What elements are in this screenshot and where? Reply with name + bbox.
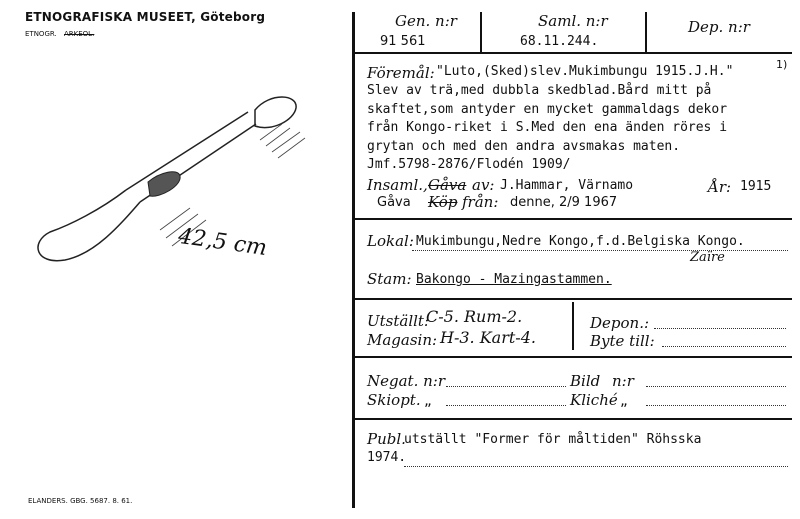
- stam-rule: [352, 298, 792, 300]
- arkeol-label: ARKEOL.: [64, 30, 95, 38]
- gen-label: Gen. n:r: [395, 12, 457, 30]
- insaml-label: Insaml.,: [367, 176, 428, 194]
- negat-dotline: [446, 386, 566, 387]
- kliche-ditto: „: [620, 391, 628, 409]
- utstallt-value: C-5. Rum-2.: [426, 307, 523, 326]
- saml-value: 68.11.244.: [520, 34, 599, 49]
- publ-label: Publ.: [367, 430, 406, 448]
- bild-dotline: [646, 386, 786, 387]
- dep-label: Dep. n:r: [688, 18, 750, 36]
- gava-label: Gåva: [377, 195, 411, 210]
- printer-note: ELANDERS. GBG. 5687. 8. 61.: [28, 497, 133, 505]
- kliche-dotline: [646, 405, 786, 406]
- skiopt-label: Skiopt.: [367, 391, 421, 409]
- museum-name: ETNOGRAFISKA MUSEET, Göteborg: [25, 10, 266, 24]
- head-divider-1: [480, 12, 482, 52]
- magasin-label: Magasin:: [367, 331, 438, 349]
- av-label: av:: [472, 176, 495, 194]
- measurement: 42,5 cm: [176, 223, 269, 262]
- foremal-line-1: "Luto,(Sked)slev.Mukimbungu 1915.J.H.": [436, 64, 734, 79]
- bild-nr-label: n:r: [612, 372, 634, 390]
- kliche-label: Kliché: [570, 391, 618, 409]
- insaml-gava-struck: Gåva: [428, 176, 467, 194]
- fran-label: från:: [462, 193, 499, 211]
- foremal-line-6: Jmf.5798-2876/Flodén 1909/: [367, 157, 571, 172]
- foremal-line-2: Slev av trä,med dubbla skedblad.Bård mitt på: [367, 83, 712, 98]
- head-rule: [352, 52, 792, 54]
- lokal-value: Mukimbungu,Nedre Kongo,f.d.Belgiska Kongo.: [416, 234, 745, 249]
- insaml-rule: [352, 218, 792, 220]
- card-divider: [352, 12, 355, 508]
- byte-dotline: [662, 346, 786, 347]
- foremal-line-5: grytan och med den andra avsmakas maten.: [367, 139, 681, 154]
- publ-line-1: utställt "Former för måltiden" Röhsska: [404, 432, 702, 447]
- foremal-line-3: skaftet,som antyder en mycket gammaldags dekor: [367, 102, 728, 117]
- utst-divider: [572, 302, 574, 350]
- saml-label: Saml. n:r: [538, 12, 608, 30]
- fran-value: denne, 2/9 1967: [510, 195, 618, 210]
- foremal-label: Föremål:: [367, 64, 435, 82]
- skiopt-dotline: [446, 405, 566, 406]
- av-value: J.Hammar, Värnamo: [500, 178, 634, 193]
- lokal-dotline: [412, 250, 788, 251]
- head-divider-2: [645, 12, 647, 52]
- ar-label: År:: [708, 178, 732, 196]
- negat-label: Negat. n:r: [367, 372, 445, 390]
- lokal-label: Lokal:: [367, 232, 414, 250]
- magasin-value: H-3. Kart-4.: [440, 328, 536, 347]
- neg-rule: [352, 418, 792, 420]
- publ-line-2: 1974.: [367, 450, 407, 465]
- stam-value: Bakongo - Mazingastammen.: [416, 272, 612, 287]
- foremal-footnote: 1): [776, 58, 788, 71]
- etnogr-label: ETNOGR.: [25, 30, 57, 38]
- kop-struck: Köp: [428, 193, 458, 211]
- gen-value: 91 561: [380, 34, 426, 49]
- depon-label: Depon.:: [590, 314, 650, 332]
- stam-label: Stam:: [367, 270, 412, 288]
- utstallt-label: Utställt:: [367, 312, 430, 330]
- publ-dotline: [404, 466, 788, 467]
- foremal-line-4: från Kongo-riket i S.Med den ena änden röres i: [367, 120, 728, 135]
- skiopt-ditto: „: [424, 391, 432, 409]
- bild-label: Bild: [570, 372, 601, 390]
- byte-label: Byte till:: [590, 332, 655, 350]
- utst-rule: [352, 356, 792, 358]
- lokal-note: Zaïre: [690, 250, 725, 265]
- depon-dotline: [654, 328, 786, 329]
- spoon-sketch: [20, 80, 350, 300]
- ar-value: 1915: [740, 179, 772, 194]
